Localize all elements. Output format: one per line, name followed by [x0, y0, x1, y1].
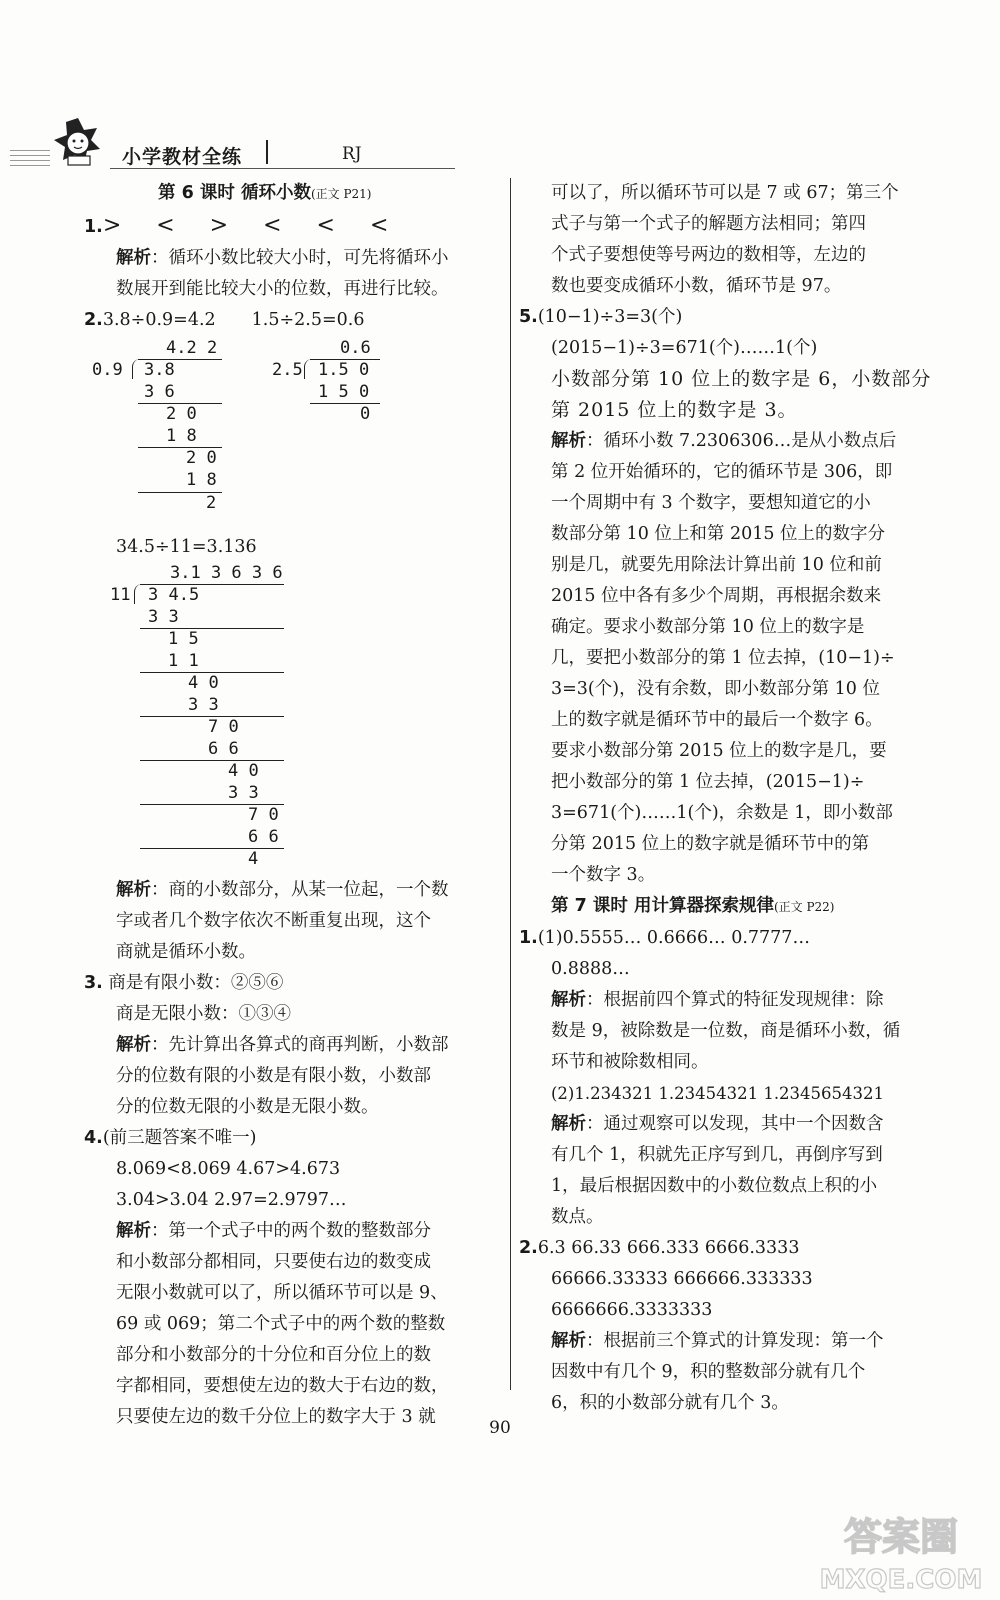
q3-analysis-2: 分的位数有限的小数是有限小数，小数部	[116, 1066, 431, 1086]
q5-line2: (2015−1)÷3=671(个)……1(个)	[551, 338, 818, 358]
header-rule	[110, 168, 455, 169]
div1-step: 3 6	[144, 382, 175, 402]
q5-analysis-7: 确定。要求小数部分第 10 位上的数字是	[551, 617, 865, 637]
q4-analysis-2: 和小数部分都相同，只要使右边的数变成	[116, 1252, 431, 1272]
q4-cont-4: 数也要变成循环小数，循环节是 97。	[551, 276, 842, 296]
l7q2-analysis-2: 因数中有几个 9，积的整数部分就有几个	[551, 1362, 866, 1382]
div3-step: 4 0	[188, 673, 219, 693]
div3-quotient: 3.1 3 6 3 6	[170, 563, 283, 583]
q5-analysis-5: 别是几，就要先用除法计算出前 10 位和前	[551, 555, 882, 575]
q5-analysis-text: ：循环小数 7.2306306…是从小数点后	[586, 431, 897, 451]
lesson7-ref: (正文 P22)	[773, 900, 835, 914]
q5-analysis-6: 2015 位中各有多少个周期，再根据余数来	[551, 586, 882, 606]
l7q2-line2: 66666.33333 666666.333333	[551, 1269, 813, 1289]
q2-analysis-1	[88, 875, 498, 906]
analysis-label: 解析	[551, 431, 586, 451]
q5-analysis-14: 分第 2015 位上的数字就是循环节中的第	[551, 834, 870, 854]
l7q2-line1	[519, 1233, 928, 1264]
div1-step: 1 8	[166, 426, 197, 446]
lesson7-heading	[523, 891, 928, 923]
div1-step: 2 0	[166, 404, 197, 424]
analysis-label: 解析	[116, 248, 151, 268]
q5-analysis-11: 要求小数部分第 2015 位上的数字是几，要	[551, 741, 887, 761]
q4-analysis-1	[88, 1216, 498, 1247]
q5-analysis-13: 3=671(个)……1(个)，余数是 1，即小数部	[551, 803, 893, 823]
q4-analysis-7: 只要使左边的数千分位上的数字大于 3 就	[116, 1407, 436, 1427]
div3-step: 1 1	[168, 651, 199, 671]
mascot-logo	[48, 116, 108, 168]
l7q1-number: 1.	[519, 928, 538, 948]
q5-analysis-3: 一个周期中有 3 个数字，要想知道它的小	[551, 493, 871, 513]
div3-step: 4 0	[228, 761, 259, 781]
div3-rule	[140, 760, 284, 761]
q4-analysis-6: 字都相同，要想使左边的数大于右边的数，	[116, 1376, 449, 1396]
q2-number: 2.	[84, 310, 103, 330]
q4-number: 4.	[84, 1128, 103, 1148]
div1-step: 2 0	[186, 448, 217, 468]
q5-answer-1: 小数部分第 10 位上的数字是 6，小数部分	[551, 368, 932, 390]
q4-analysis-5: 部分和小数部分的十分位和百分位上的数	[116, 1345, 431, 1365]
watermark-logo	[812, 1506, 990, 1596]
l7q1-analysis-3: 环节和被除数相同。	[551, 1052, 709, 1072]
div3-step: 7 0	[208, 717, 239, 737]
div2-bracket	[304, 359, 315, 379]
q5-line1	[519, 302, 928, 333]
q2-analysis-text: ：商的小数部分，从某一位起，一个数	[151, 880, 449, 900]
q3-analysis-3: 分的位数无限的小数是无限小数。	[116, 1097, 379, 1117]
q1-analysis-1	[88, 243, 498, 274]
div3-dividend: 3 4.5	[148, 585, 200, 605]
q3-answer-1: 商是有限小数：②⑤⑥	[108, 973, 284, 993]
div3-step: 6 6	[248, 827, 279, 847]
q4-line0	[84, 1123, 498, 1154]
l7q2-analysis-text: ：根据前三个算式的计算发现：第一个	[586, 1331, 884, 1351]
div3-divisor: 11	[110, 585, 131, 605]
q3-line1	[84, 968, 498, 999]
q2-line	[84, 305, 498, 336]
div3-bracket	[134, 584, 145, 604]
div2-dividend: 1.5 0	[318, 360, 370, 380]
q5-number: 5.	[519, 307, 538, 327]
q5-eq1: (10−1)÷3=3(个)	[537, 307, 683, 327]
q1-answer: > < > < < <	[102, 213, 403, 238]
edition-code: RJ	[342, 144, 362, 164]
div1-step: 2	[206, 493, 217, 513]
analysis-label: 解析	[551, 1114, 586, 1134]
l7q1-line2: 0.8888…	[551, 959, 630, 979]
div3-step: 3 3	[228, 783, 259, 803]
q5-answer-2: 第 2015 位上的数字是 3。	[551, 399, 798, 421]
l7q1-analysis2-3: 1，最后根据因数中的小数位数点上积的小	[551, 1176, 878, 1196]
page-number: 90	[489, 1418, 511, 1438]
l7q1-analysis-1	[523, 985, 928, 1016]
q1-analysis-2: 数展开到能比较大小的位数，再进行比较。	[116, 279, 449, 299]
q3-analysis-1	[88, 1030, 498, 1061]
lesson6-title: 第 6 课时 循环小数	[158, 183, 311, 203]
page-header	[10, 112, 460, 172]
q4-line1: 8.069<8.069 4.67>4.673	[116, 1159, 341, 1179]
q2-eq2: 1.5÷2.5=0.6	[251, 310, 365, 330]
q3-line2: 商是无限小数：①③④	[116, 1004, 291, 1024]
div1-quotient: 4.2 2	[166, 338, 218, 358]
analysis-label: 解析	[116, 1221, 151, 1241]
l7q2-answer-1: 6.3 66.33 666.333 6666.3333	[537, 1238, 800, 1258]
q4-analysis-3: 无限小数就可以了，所以循环节可以是 9、	[116, 1283, 448, 1303]
l7q2-analysis-3: 6，积的小数部分就有几个 3。	[551, 1393, 789, 1413]
div2-step: 0	[360, 404, 371, 424]
q4-analysis-4: 69 或 069；第二个式子中的两个数的整数	[116, 1314, 446, 1334]
l7q1-analysis2-4: 数点。	[551, 1207, 604, 1227]
q5-analysis-4: 数部分第 10 位上和第 2015 位上的数字分	[551, 524, 886, 544]
q2-eq3: 34.5÷11=3.136	[116, 537, 257, 557]
div3-step: 6 6	[208, 739, 239, 759]
div2-divisor: 2.5	[272, 360, 303, 380]
q3-analysis-text: ：先计算出各算式的商再判断，小数部	[151, 1035, 449, 1055]
q5-analysis-12: 把小数部分的第 1 位去掉，(2015−1)÷	[551, 772, 865, 792]
q5-analysis-10: 上的数字就是循环节中的最后一个数字 6。	[551, 710, 883, 730]
l7q1-analysis2-2: 有几个 1，积就先正序写到几，再倒序写到	[551, 1145, 883, 1165]
left-column	[84, 178, 498, 1433]
brand-title: 小学教材全练	[122, 146, 243, 168]
div3-step: 1 5	[168, 629, 199, 649]
div2-quotient: 0.6	[340, 338, 371, 358]
l7q1-analysis-text: ：根据前四个算式的特征发现规律：除	[586, 990, 884, 1010]
q2-analysis-3: 商就是循环小数。	[116, 942, 256, 962]
column-divider	[510, 178, 511, 1390]
q4-line2: 3.04>3.04 2.97=2.9797…	[116, 1190, 347, 1210]
long-division-group-1	[88, 336, 498, 496]
l7q2-analysis-1	[523, 1326, 928, 1357]
q5-analysis-8: 几，要把小数部分的第 1 位去掉，(10−1)÷	[551, 648, 895, 668]
q4-analysis-text: ：第一个式子中的两个数的整数部分	[151, 1221, 431, 1241]
lesson7-title: 第 7 课时 用计算器探索规律	[551, 896, 774, 916]
div1-divisor: 0.9	[92, 360, 123, 380]
q1-analysis-text: ：循环小数比较大小时，可先将循环小	[151, 248, 449, 268]
lesson6-heading	[88, 178, 498, 210]
q5-analysis-2: 第 2 位开始循环的，它的循环节是 306，即	[551, 462, 893, 482]
watermark-line1: 答案圈	[843, 1515, 959, 1559]
q5-analysis-15: 一个数字 3。	[551, 865, 656, 885]
l7q1-line1	[519, 923, 928, 954]
q4-cont-2: 式子与第一个式子的解题方法相同；第四	[551, 214, 866, 234]
l7q2-line3: 6666666.3333333	[551, 1300, 713, 1320]
header-decoration	[10, 150, 50, 170]
q3-number: 3.	[84, 973, 103, 993]
analysis-label: 解析	[116, 880, 151, 900]
div3-step: 4	[248, 849, 259, 869]
analysis-label: 解析	[551, 990, 586, 1010]
div1-dividend: 3.8	[144, 360, 175, 380]
analysis-label: 解析	[551, 1331, 586, 1351]
right-column	[519, 178, 932, 1419]
long-division-3	[88, 563, 498, 869]
div2-step: 1 5 0	[318, 382, 370, 402]
div3-step: 3 3	[148, 607, 179, 627]
div3-rule	[140, 848, 284, 849]
q5-analysis-9: 3=3(个)，没有余数，即小数部分第 10 位	[551, 679, 880, 699]
q5-analysis-1	[523, 426, 928, 457]
lesson6-ref: (正文 P21)	[310, 187, 372, 201]
l7q1-analysis2-text: ：通过观察可以发现，其中一个因数含	[586, 1114, 884, 1134]
l7q1-line3: (2)1.234321 1.23454321 1.2345654321	[551, 1084, 885, 1103]
q1-answer-line	[84, 210, 498, 243]
q2-eq1: 3.8÷0.9=4.2	[102, 310, 216, 330]
l7q2-number: 2.	[519, 1238, 538, 1258]
div1-bracket	[132, 359, 143, 379]
l7q1-answer-1: (1)0.5555… 0.6666… 0.7777…	[537, 928, 810, 948]
div3-step: 3 3	[188, 695, 219, 715]
div3-rule	[140, 628, 284, 629]
div3-step: 7 0	[248, 805, 279, 825]
l7q1-analysis-2: 数是 9，被除数是一位数，商是循环小数，循	[551, 1021, 901, 1041]
analysis-label: 解析	[116, 1035, 151, 1055]
div1-tail	[88, 493, 498, 526]
div1-step: 1 8	[186, 470, 217, 490]
header-separator	[266, 140, 268, 164]
l7q1-analysis2-1	[523, 1109, 928, 1140]
q4-note: (前三题答案不唯一)	[102, 1128, 257, 1148]
q4-cont-3: 个式子要想使等号两边的数相等，左边的	[551, 245, 866, 265]
q2-analysis-2: 字或者几个数字依次不断重复出现，这个	[116, 911, 431, 931]
watermark-line2: MXQE.COM	[819, 1565, 983, 1595]
q4-cont-1: 可以了，所以循环节可以是 7 或 67；第三个	[551, 183, 899, 203]
q1-number: 1.	[84, 217, 103, 237]
